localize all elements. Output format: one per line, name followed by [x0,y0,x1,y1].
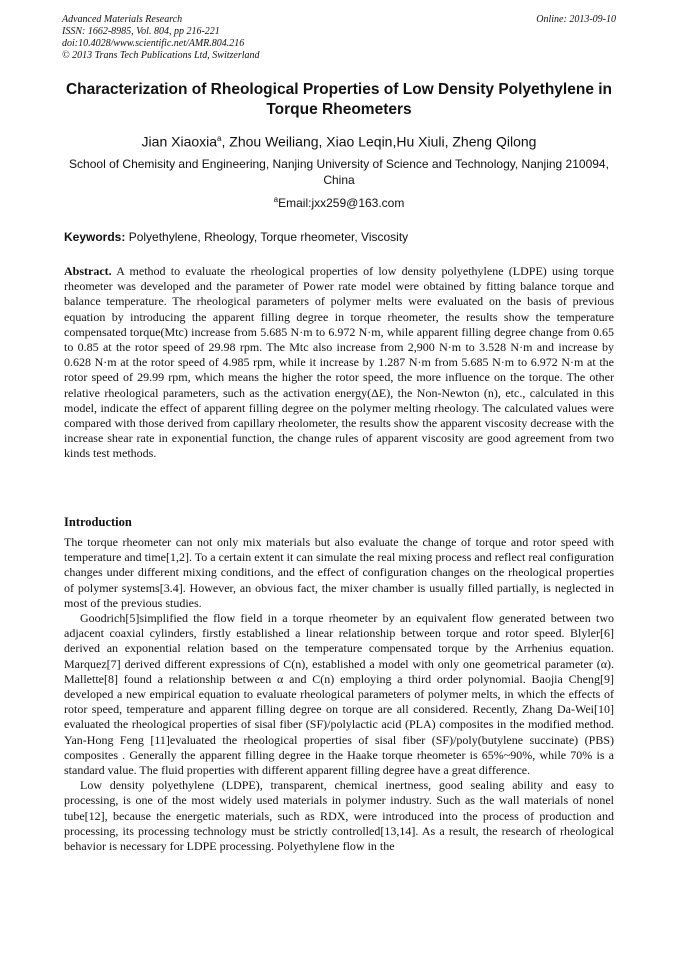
intro-paragraph: Low density polyethylene (LDPE), transparent, chemical inertness, good sealing ability and easy to processing, is one of the most widely used materials in polymer industry. Such as the wall materials of nonel tube[12], because the energetic materials, such as RDX, were introduced into the process of production and processing, its processing technology must be strictly controlled[13,14]. As a result, the research of rheological behavior is necessary for LDPE processing. Polyethylene flow in the [64,778,614,854]
abstract-label: Abstract. [64,264,112,278]
intro-paragraph: Goodrich[5]simplified the flow field in a torque rheometer by an equivalent flow generated between two adjacent coaxial cylinders, firstly established a linear relationship between torque and rotor speed. Blyler[6] derived an exponential relation based on the temperature compensated torque by the Arrhenius equation. Marquez[7] derived different expressions of C(n), established a model with only one geometrical parameter (α). Mallette[8] found a relationship between α and C(n) employing a third order polynomial. Baojia Cheng[9] developed a new empirical equation to evaluate rheological parameters of polymer melts, in which the effects of rotor speed, temperature and apparent filling degree on torque are all considered. Recently, Zhang Da-Wei[10] evaluated the rheological properties of sisal fiber (SF)/polylactic acid (PLA) composites in the modified method. Yan-Hong Feng [11]evaluated the rheological properties of sisal fiber (SF)/poly(butylene succinate) (PBS) composites . Generally the apparent filling degree in the Haake torque rheometer is 65%~90%, while 70% is a standard value. The fluid properties with different apparent filling degree have a great difference. [64,611,614,778]
paper-title: Characterization of Rheological Properties of Low Density Polyethylene in Torque Rheometers [65,81,613,118]
issn-line: ISSN: 1662-8985, Vol. 804, pp 216-221 [62,26,220,37]
intro-paragraph: The torque rheometer can not only mix materials but also evaluate the change of torque and rotor speed with temperature and time[1,2]. To a certain extent it can simulate the real mixing process and reflect real configuration changes under different mixing conditions, and the effect of configuration changes on the rheological properties of polymer systems[3.4]. However, an obvious fact, the mixer chamber is usually filled partially, is neglected in most of the previous studies. [64,535,614,610]
doi-line: doi:10.4028/www.scientific.net/AMR.804.216 [62,38,245,49]
author-list [40,130,638,151]
author-sup: a [217,134,222,143]
email-address: Email:jxx259@163.com [278,196,405,210]
journal-name: Advanced Materials Research [62,14,183,25]
abstract [64,264,614,462]
email-sup: a [273,195,279,204]
copyright-line: © 2013 Trans Tech Publications Ltd, Switzerland [62,50,260,61]
abstract-text: A method to evaluate the rheological properties of low density polyethylene (LDPE) using torque rheometer was developed and the parameter of Power rate model were obtained by fitting balance torque and balance temperature. The rheological parameters of polymer melts were evaluated on the basis of previous equation by introducing the apparent filling degree in torque rheometer, the results show the temperature compensated torque(Mtc) increase from 5.685 N·m to 6.972 N·m, while apparent filling degree change from 0.65 to 0.85 at the rotor speed of 29.98 rpm. The Mtc also increase from 2,900 N·m to 3.528 N·m and increase by 0.628 N·m at the rotor speed of 4.985 rpm, while it increase by 1.287 N·m from 5.685 N·m to 6.972 N·m at the rotor speed of 29.99 rpm, which means the higher the rotor speed, the more influence on the torque. The other relative rheological parameters, such as the activation energy(ΔE), the Non-Newton (n), etc., calculated in this model, indicate the effect of apparent filling degree on the polymer melting rheology. The calculated values were compared with those derived from capillary rheolometer, the results show the apparent viscosity decrease with the increase shear rate in exponential function, the change rules of apparent viscosity are good agreement from two kinds test methods. [64,264,614,461]
online-date: Online: 2013-09-10 [536,14,616,25]
affiliation: School of Chemisity and Engineering, Nanjing University of Science and Technology, Nanjing 210094, China [69,157,609,187]
keywords-label: Keywords: [64,230,126,244]
introduction-heading: Introduction [64,515,132,529]
keywords-text: Polyethylene, Rheology, Torque rheometer, Viscosity [125,230,409,244]
introduction-body [64,535,614,854]
author-rest: , Zhou Weiliang, Xiao Leqin,Hu Xiuli, Zheng Qilong [221,133,537,150]
author-first: Jian Xiaoxia [141,133,218,150]
email-line [40,192,638,211]
keywords [64,229,614,245]
journal-header [62,14,616,62]
